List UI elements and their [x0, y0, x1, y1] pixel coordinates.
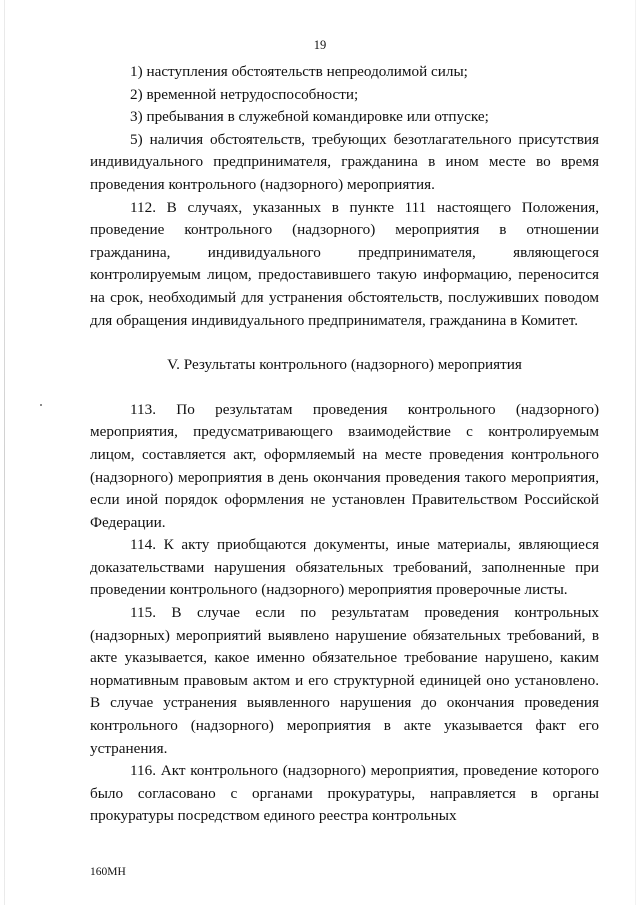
- paragraph-114: 114. К акту приобщаются документы, иные материалы, являющиеся доказательствами нарушения обязательных требований, заполненные при проведении контрольного (надзорного) мероприятия проверочные листы.: [90, 536, 599, 599]
- list-item-disability: 2) временной нетрудоспособности;: [130, 85, 359, 103]
- paragraph-115: 115. В случае если по результатам проведения контрольных (надзорных) мероприятий выявлено нарушение обязательных требований, в акте указывается, какое именно обязательное требование нарушено, каким нормативным правовым актом и его структурной единицей оно установлено. В случае устранения выявленного нарушения до окончания проведения контрольного (надзорного) мероприятия в акте указывается факт его устранения.: [90, 604, 599, 757]
- paragraph-116: 116. Акт контрольного (надзорного) мероприятия, проведение которого было согласовано с органами прокуратуры, направляется в органы прокуратуры посредством единого реестра контрольных: [90, 762, 599, 825]
- scan-edge-right: [635, 0, 636, 905]
- footer-document-code: 160МН: [90, 866, 126, 878]
- scan-speck: [40, 404, 42, 406]
- list-item-force-majeure: 1) наступления обстоятельств непреодолимой силы;: [130, 63, 468, 80]
- paragraph-113: 113. По результатам проведения контрольного (надзорного) мероприятия, предусматривающего взаимодействие с контролируемым лицом, составляется акт, оформляемый на месте проведения контрольного (надзорного) мероприятия в день окончания проведения такого мероприятия, если иной порядок оформления не установлен Правительством Российской Федерации.: [90, 400, 599, 531]
- page-number: 19: [313, 38, 327, 52]
- paragraph-112: 112. В случаях, указанных в пункте 111 настоящего Положения, проведение контрольного (надзорного) мероприятия в отношении гражданина, индивидуального предпринимателя, являющегося контролируемым лицом, предоставившего такую информацию, переносится на срок, необходимый для устранения обстоятельств, послуживших поводом для обращения индивидуального предпринимателя, гражданина в Комитет.: [90, 198, 599, 329]
- scan-edge-left: [4, 0, 5, 905]
- document-body: [90, 61, 599, 828]
- section-heading: V. Результаты контрольного (надзорного) мероприятия: [167, 356, 522, 374]
- list-item-urgent-presence: 5) наличия обстоятельств, требующих безотлагательного присутствия индивидуального предпринимателя, гражданина в ином месте во время проведения контрольного (надзорного) мероприятия.: [90, 130, 599, 193]
- list-item-business-trip: 3) пребывания в служебной командировке или отпуске;: [130, 108, 489, 126]
